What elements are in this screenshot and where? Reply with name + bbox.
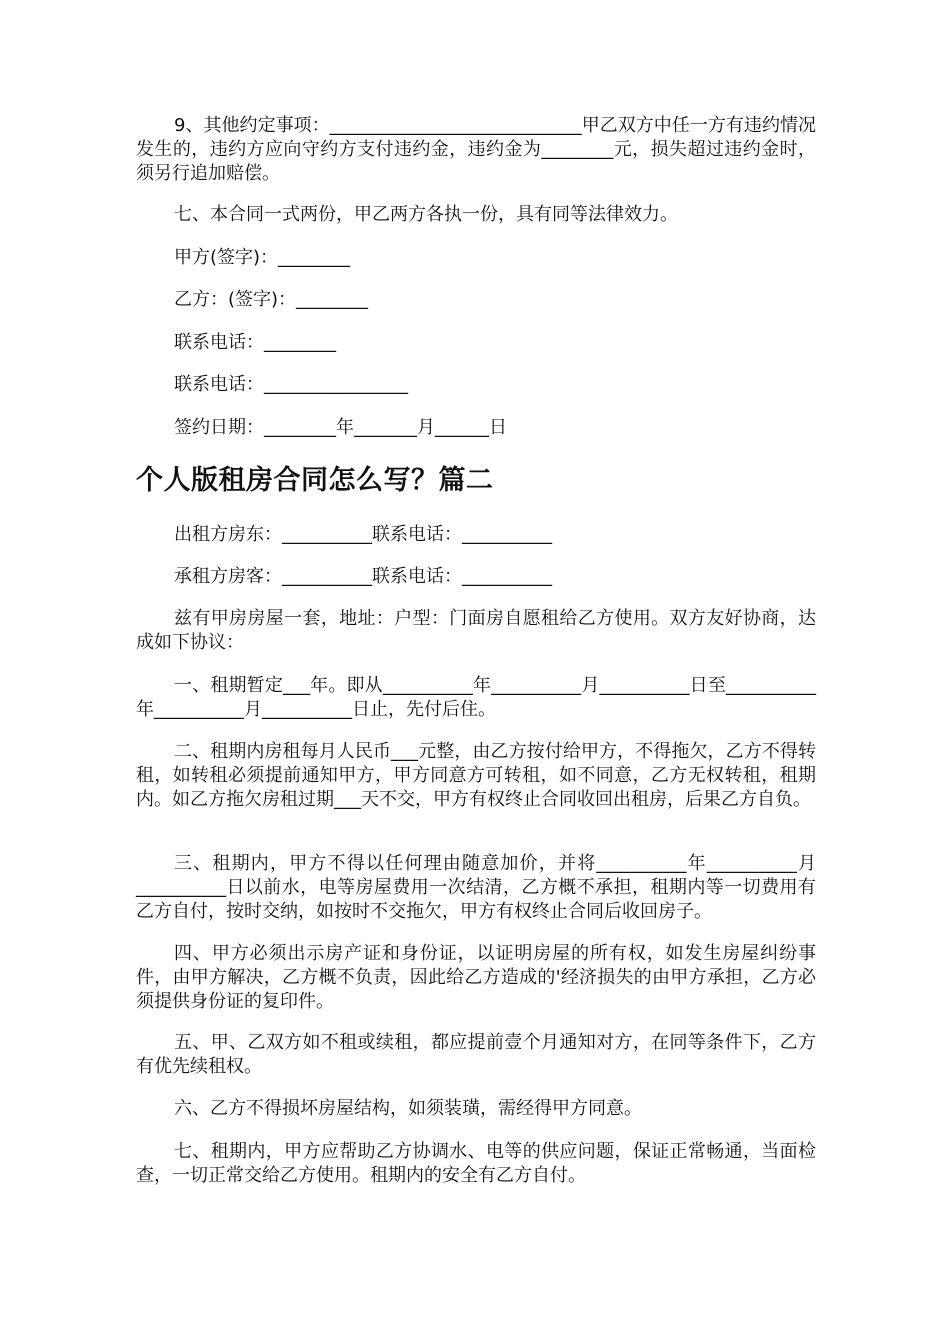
agreement-intro: 兹有甲房房屋一套，地址：户型：门面房自愿租给乙方使用。双方友好协商，达成如下协议：	[136, 608, 816, 653]
clause-3-fees: 三、租期内，甲方不得以任何理由随意加价，并将__________年__________月__________日以前水，电等房屋费用一次结清，乙方概不承担，租期内等一切费用有乙方自付，按时交纳，如按时不交拖欠，甲方有权终止合同后收回房子。	[136, 853, 816, 922]
clause-4-ownership: 四、甲方必须出示房产证和身份证，以证明房屋的所有权，如发生房屋纠纷事件，由甲方解决，乙方概不负责，因此给乙方造成的'经济损失的由甲方承担，乙方必须提供身份证的复印件。	[136, 943, 816, 1012]
clause-1-lease-term: 一、租期暂定___年。即从__________年__________月__________日至__________年__________月__________日止，先付后住。	[136, 675, 816, 720]
party-a-signature-line: 甲方(签字)：________	[174, 247, 351, 268]
lessor-line: 出租方房东：__________联系电话：__________	[174, 524, 552, 545]
clause-2-rent: 二、租期内房租每月人民币___元整，由乙方按付给甲方，不得拖欠，乙方不得转租，如转租必须提前通知甲方，甲方同意方可转租，如不同意，乙方无权转租，租期内。如乙方拖欠房租过期___天不交，甲方有权终止合同收回出租房，后果乙方自负。	[136, 741, 816, 810]
clause-6-structure: 六、乙方不得损坏房屋结构，如须装璜，需经得甲方同意。	[174, 1098, 642, 1119]
signing-date-line: 签约日期：________年_______月______日	[174, 417, 507, 438]
contact-phone-line-2: 联系电话：________________	[174, 374, 408, 395]
clause-7-utilities: 七、租期内，甲方应帮助乙方协调水、电等的供应问题，保证正常畅通，当面检查，一切正常交给乙方使用。租期内的安全有乙方自付。	[136, 1141, 816, 1186]
contact-phone-line-1: 联系电话：________	[174, 332, 336, 353]
lessee-line: 承租方房客：__________联系电话：__________	[174, 566, 552, 587]
clause-9-other-terms: 9、其他约定事项：____________________________甲乙双方中任一方有违约情况发生的，违约方应向守约方支付违约金，违约金为________元，损失超过违约金时，须另行追加赔偿。	[136, 115, 816, 184]
clause-5-renewal: 五、甲、乙双方如不租或续租，都应提前壹个月通知对方，在同等条件下，乙方有优先续租权。	[136, 1032, 816, 1077]
clause-7-copies: 七、本合同一式两份，甲乙两方各执一份，具有同等法律效力。	[174, 204, 678, 225]
party-b-signature-line: 乙方：(签字)：________	[174, 289, 369, 310]
section-heading: 个人版租房合同怎么写？篇二	[136, 465, 494, 496]
